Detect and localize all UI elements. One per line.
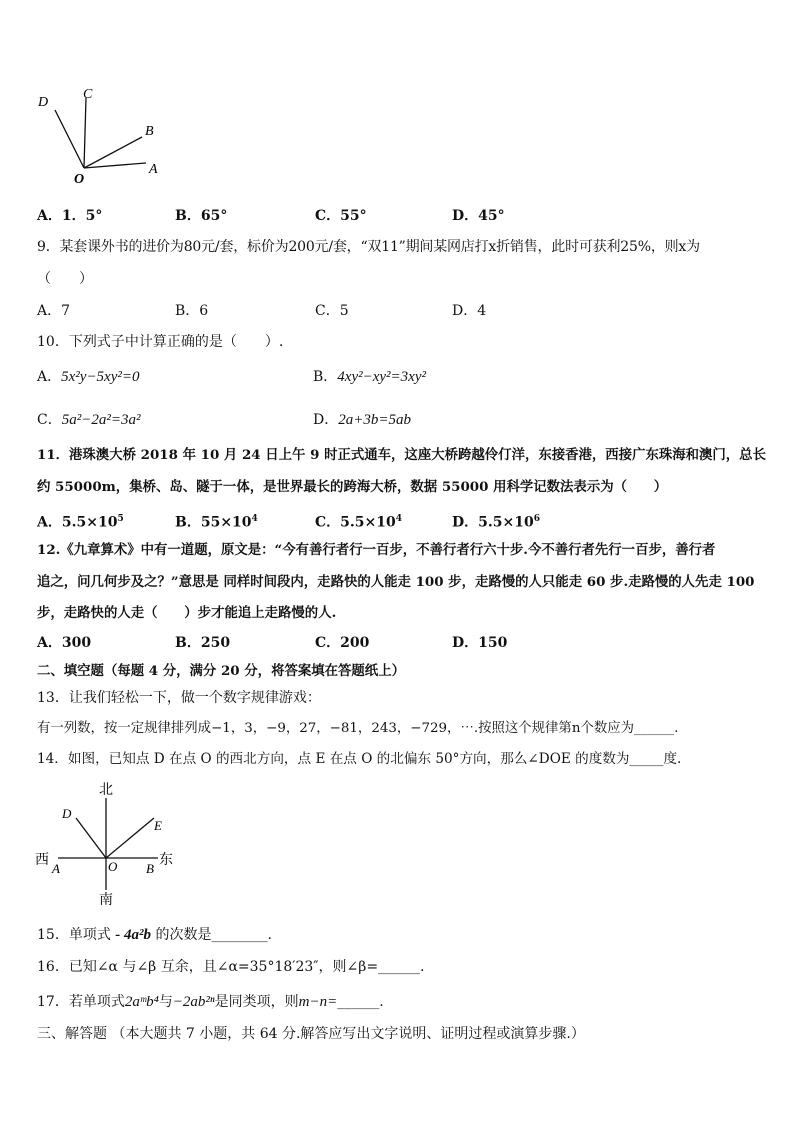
q11-option-c: C．$5.5\times 10^4$ bbox=[315, 514, 402, 531]
q17-expr-2: −2ab²ⁿ bbox=[172, 994, 215, 1010]
q10-option-c: C．5a²−2a²=3a² bbox=[37, 412, 141, 428]
q9-option-c: C．5 bbox=[315, 303, 349, 319]
q9-stem-line1: 9．某套课外书的进价为80元/套，标价为200元/套，“双11”期间某网店打x折销售，此时可获利25%，则x为 bbox=[37, 239, 700, 255]
q12-option-a: A．300 bbox=[37, 635, 92, 651]
q10-stem: 10．下列式子中计算正确的是（ ）. bbox=[37, 334, 284, 350]
q10-option-a-expr: 5x²y−5xy²=0 bbox=[61, 369, 140, 385]
q10-option-d-expr: 2a+3b=5ab bbox=[338, 412, 411, 428]
point-label-a: A bbox=[52, 861, 60, 876]
q9-stem-line2: （ ） bbox=[37, 271, 93, 287]
q10-option-c-expr: 5a²−2a²=3a² bbox=[61, 412, 141, 428]
direction-north: 北 bbox=[99, 782, 113, 798]
section-3-heading: 三、解答题 （本大题共 7 小题，共 64 分.解答应写出文字说明、证明过程或演算步骤.） bbox=[37, 1026, 585, 1042]
point-label-d: D bbox=[62, 806, 72, 821]
q17-expr-3: m−n= bbox=[298, 994, 338, 1010]
q9-option-b: B．6 bbox=[175, 303, 209, 319]
q13-stem-line2: 有一列数，按一定规律排列成−1，3，−9，27，−81，243，−729，⋯.按照这个规律第n个数应为______. bbox=[37, 721, 679, 736]
q11-stem-line2: 约 55000m，集桥、岛、隧于一体，是世界最长的跨海大桥，数据 55000 用科学记数法表示为（ ） bbox=[37, 479, 668, 495]
q9-option-d: D．4 bbox=[452, 303, 487, 319]
q17-expr-1: 2aᵐb⁴ bbox=[124, 994, 159, 1010]
compass-figure bbox=[30, 778, 190, 906]
point-label-e: E bbox=[154, 818, 162, 833]
q17-stem: 17．若单项式2aᵐb⁴与−2ab²ⁿ是同类项，则m−n=______. bbox=[37, 994, 384, 1010]
point-label-b: B bbox=[145, 124, 154, 139]
q8-option-b: B．65° bbox=[175, 208, 228, 224]
point-label-o: O bbox=[74, 172, 85, 187]
q12-option-b: B．250 bbox=[175, 635, 231, 651]
q8-option-a: A．1．5° bbox=[37, 208, 103, 224]
q11-option-d: D．$5.5\times 10^6$ bbox=[452, 514, 540, 531]
q12-option-c: C．200 bbox=[315, 635, 370, 651]
angle-figure bbox=[30, 80, 180, 192]
q13-stem-line1: 13．让我们轻松一下，做一个数字规律游戏： bbox=[37, 690, 321, 706]
point-label-b: B bbox=[146, 861, 154, 876]
q11-option-a: A．$5.5\times 10^5$ bbox=[37, 514, 124, 531]
q10-option-b: B．4xy²−xy²=3xy² bbox=[313, 369, 426, 385]
direction-south: 南 bbox=[99, 892, 113, 906]
q12-option-d: D．150 bbox=[452, 635, 508, 651]
q11-option-b: B．$55\times 10^4$ bbox=[175, 514, 258, 531]
q16-stem: 16．已知∠α 与∠β 互余，且∠α=35°18′23″，则∠β=______. bbox=[37, 959, 425, 975]
q10-option-d: D．2a+3b=5ab bbox=[313, 412, 411, 428]
q8-option-c: C．55° bbox=[315, 208, 367, 224]
direction-east: 东 bbox=[159, 852, 173, 868]
q11-stem-line1: 11．港珠澳大桥 2018 年 10 月 24 日上午 9 时正式通车，这座大桥跨越伶仃洋，东接香港，西接广东珠海和澳门，总长 bbox=[37, 447, 766, 463]
q8-option-d: D．45° bbox=[452, 208, 505, 224]
direction-west: 西 bbox=[35, 852, 49, 868]
q10-option-b-expr: 4xy²−xy²=3xy² bbox=[337, 369, 426, 385]
point-label-c: C bbox=[83, 87, 93, 102]
q12-stem-line3: 步，走路快的人走（ ）步才能追上走路慢的人. bbox=[37, 605, 337, 621]
point-label-o: O bbox=[108, 859, 118, 874]
section-2-heading: 二、填空题（每题 4 分，满分 20 分，将答案填在答题纸上） bbox=[37, 663, 405, 679]
q10-option-a: A．5x²y−5xy²=0 bbox=[37, 369, 140, 385]
point-label-a: A bbox=[149, 162, 158, 177]
q9-option-a: A．7 bbox=[37, 303, 71, 319]
q12-stem-line1: 12.《九章算术》中有一道题，原文是：“今有善行者行一百步，不善行者行六十步.今不善行者先行一百步，善行者 bbox=[37, 542, 716, 558]
q12-stem-line2: 追之，问几何步及之？”意思是 同样时间段内，走路快的人能走 100 步，走路慢的人只能走 60 步.走路慢的人先走 100 bbox=[37, 574, 755, 590]
point-label-d: D bbox=[38, 95, 49, 110]
q14-stem: 14．如图，已知点 D 在点 O 的西北方向，点 E 在点 O 的北偏东 50°方向，那么∠DOE 的度数为_____度. bbox=[37, 751, 682, 767]
q15-expr: - 4a²b bbox=[115, 927, 152, 943]
q15-stem: 15．单项式 - 4a²b 的次数是________. bbox=[37, 927, 272, 943]
